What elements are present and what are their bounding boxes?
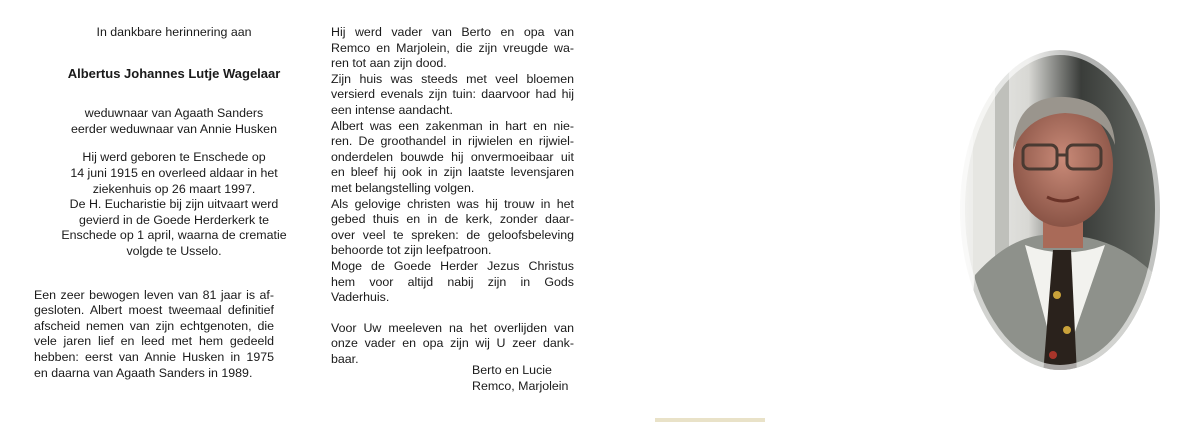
paragraph-prayer [331,259,574,306]
text-line: over veel te spreken: de geloofsbeleving [331,227,574,242]
life-paragraph [34,288,274,382]
bio-line: 14 juni 1915 en overleed aldaar in het [70,165,278,180]
text-line: met belangstelling volgen. [331,180,475,195]
bio-line: gevierd in de Goede Herderkerk te [78,212,270,227]
para-line: gesloten. Albert moest tweemaal definitief [34,303,274,318]
bio-line: Hij werd geboren te Enschede op [82,150,266,165]
text-line: Zijn huis was steeds met veel bloemen [331,71,574,86]
paragraph-faith [331,197,574,259]
para-line: hebben: eerst van Annie Husken in 1975 [34,349,274,364]
bottom-edge-mark [655,418,765,422]
portrait-photo [955,45,1165,375]
text-line: Vaderhuis. [331,290,390,305]
biography [34,150,314,259]
paragraph-garden [331,72,574,119]
intro-text: In dankbare herinnering aan [96,25,252,39]
signature-line-2: Remco, Marjolein [472,378,569,393]
para-line: afscheid nemen van zijn echtgenoten, die [34,318,274,333]
text-line: baar. [331,351,359,366]
para-line: vele jaren lief en leed met hem gedeeld [34,334,274,349]
paragraph-thanks [331,321,574,368]
signature [472,363,568,394]
text-line: versierd evenals zijn tuin: daarvoor had hij [331,87,574,102]
text-line: Als gelovige christen was hij trouw in het [331,196,574,211]
bio-line: volgde te Usselo. [126,243,222,258]
text-line: gebed thuis en in de kerk, zonder daar- [331,212,574,227]
paragraph-business [331,119,574,197]
para-line: Een zeer bewogen leven van 81 jaar is af- [34,287,274,302]
text-line: Remco en Marjolein, die zijn vreugde wa- [331,40,574,55]
text-line: en bleef hij ook in zijn laatste levensjaren [331,165,574,180]
text-line: Moge de Goede Herder Jezus Christus [331,258,574,273]
text-line: Hij werd vader van Berto en opa van [331,25,574,39]
text-line: hem voor altijd nabij zijn in Gods [331,274,574,289]
deceased-name: Albertus Johannes Lutje Wagelaar [67,65,281,81]
text-line: onze vader en opa zijn wij U zeer dank- [331,336,574,351]
para-line: en daarna van Agaath Sanders in 1989. [34,365,253,380]
bio-line: ziekenhuis op 26 maart 1997. [92,181,256,196]
left-column [34,25,314,381]
widower-line-1: weduwnaar van Agaath Sanders [84,106,264,121]
text-line: ren. De groothandel in rijwielen en rijwiel- [331,134,574,149]
text-line: Albert was een zakenman in hart en nie- [331,118,574,133]
paragraph-family [331,25,574,72]
text-line: behoorde tot zijn leefpatroon. [331,243,492,258]
bio-line: Enschede op 1 april, waarna de crematie [61,228,287,243]
signature-line-1: Berto en Lucie [472,363,552,377]
bio-line: De H. Eucharistie bij zijn uitvaart werd [69,197,279,212]
text-line: een intense aandacht. [331,102,453,117]
text-line: ren tot aan zijn dood. [331,56,447,71]
widower-line-2: eerder weduwnaar van Annie Husken [71,121,277,136]
text-line: onderdelen bouwde hij onvermoeibaar uit [331,149,574,164]
text-line: Voor Uw meeleven na het overlijden van [331,320,574,335]
right-column [331,25,574,367]
